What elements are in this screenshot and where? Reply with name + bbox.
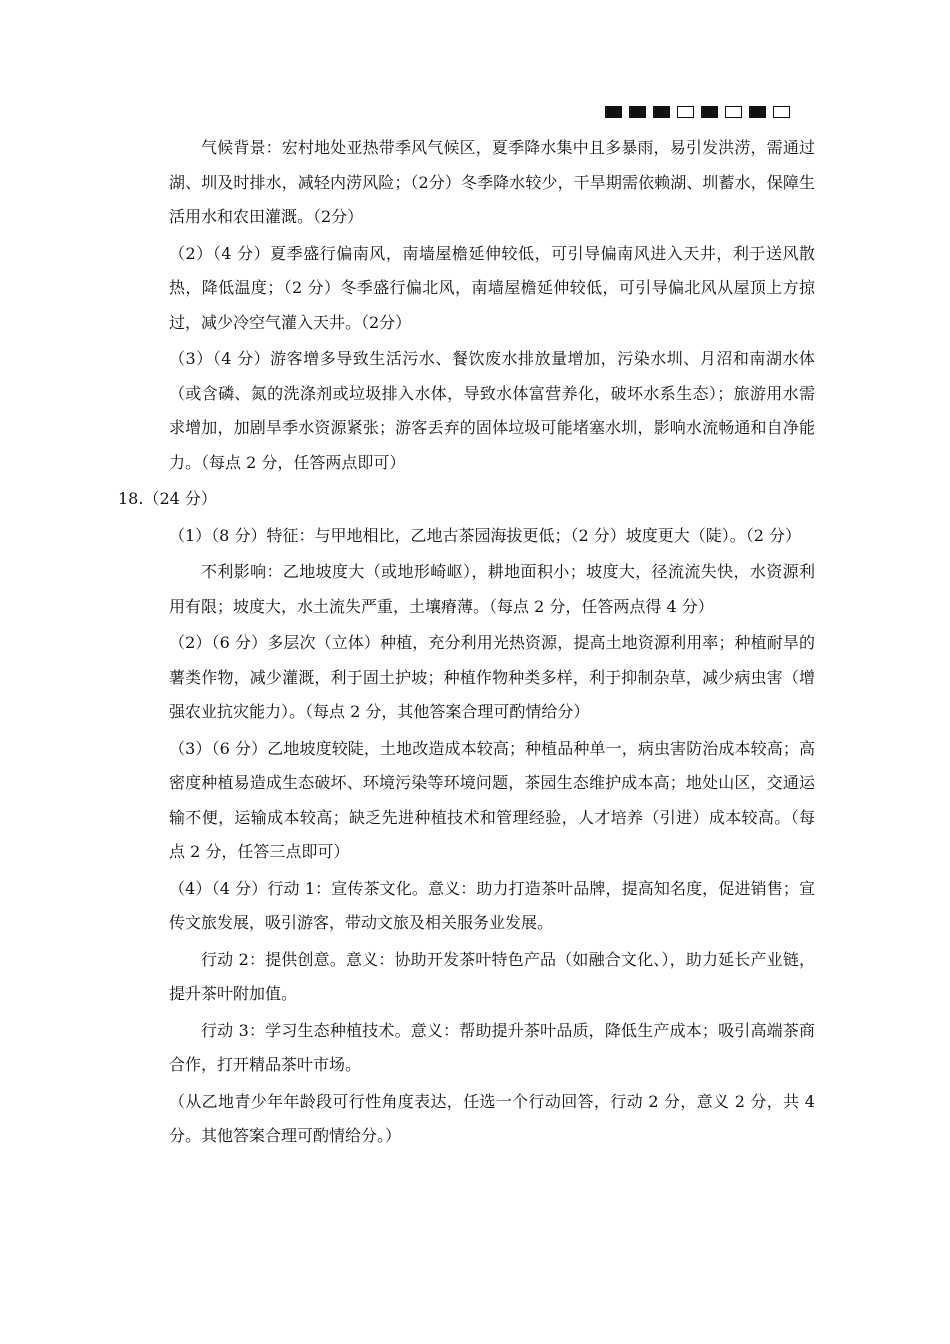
q18-part1-impact: 不利影响：乙地坡度大（或地形崎岖），耕地面积小；坡度大，径流流失快，水资源利用有限；坡度大，水土流失严重，土壤瘠薄。（每点 2 分，任答两点得 4 分） bbox=[169, 562, 815, 616]
q17-part2-answer: （2）（4 分）夏季盛行偏南风，南墙屋檐延伸较低，可引导偏南风进入天井，利于送风散热，降低温度；（2 分）冬季盛行偏北风，南墙屋檐延伸较低，可引导偏北风从屋顶上方掠过，减少冷空气灌入天井。（2分） bbox=[169, 243, 815, 332]
header-mark bbox=[749, 106, 766, 118]
header-block-marks bbox=[605, 104, 790, 120]
header-mark bbox=[773, 106, 790, 118]
q18-part3-answer: （3）（6 分）乙地坡度较陡，土地改造成本较高；种植品种单一，病虫害防治成本较高；高密度种植易造成生态破坏、环境污染等环境问题，茶园生态维护成本高；地处山区，交通运输不便，运输成本较高；缺乏先进种植技术和管理经验，人才培养（引进）成本较高。（每点 2 分，任答三点即可） bbox=[169, 738, 815, 861]
header-mark bbox=[653, 106, 670, 118]
q18-part4-note: （从乙地青少年年龄段可行性角度表达，任选一个行动回答，行动 2 分，意义 2 分，共 4 分。其他答案合理可酌情给分。） bbox=[169, 1091, 815, 1145]
q18-header: 18.（24 分） bbox=[118, 489, 217, 508]
q18-part4-action3: 行动 3：学习生态种植技术。意义：帮助提升茶叶品质，降低生产成本；吸引高端茶商合作，打开精品茶叶市场。 bbox=[169, 1020, 815, 1074]
q17-climate-paragraph: 气候背景：宏村地处亚热带季风气候区，夏季降水集中且多暴雨，易引发洪涝，需通过湖、圳及时排水，减轻内涝风险；（2分）冬季降水较少，干旱期需依赖湖、圳蓄水，保障生活用水和农田灌溉。（2分） bbox=[169, 138, 815, 226]
answer-content bbox=[118, 131, 815, 1156]
header-mark bbox=[677, 106, 694, 118]
header-mark bbox=[725, 106, 742, 118]
q17-part3-answer: （3）（4 分）游客增多导致生活污水、餐饮废水排放量增加，污染水圳、月沼和南湖水体（或含磷、氮的洗涤剂或垃圾排入水体，导致水体富营养化，破坏水系生态）；旅游用水需求增加，加剧旱季水资源紧张；游客丢弃的固体垃圾可能堵塞水圳，影响水流畅通和自净能力。（每点 2 分，任答两点即可） bbox=[169, 349, 815, 472]
q18-part2-answer: （2）（6 分）多层次（立体）种植，充分利用光热资源，提高土地资源利用率；种植耐旱的薯类作物，减少灌溉，利于固土护坡；种植作物种类多样，利于抑制杂草，减少病虫害（增强农业抗灾能力）。（每点 2 分，其他答案合理可酌情给分） bbox=[169, 633, 815, 721]
header-mark bbox=[701, 106, 718, 118]
q18-part4-action2: 行动 2：提供创意。意义：协助开发茶叶特色产品（如融合文化、），助力延长产业链，提升茶叶附加值。 bbox=[169, 949, 815, 1003]
q18-part4-answer: （4）（4 分）行动 1：宣传茶文化。意义：助力打造茶叶品牌，提高知名度，促进销售；宣传文旅发展，吸引游客，带动文旅及相关服务业发展。 bbox=[169, 878, 815, 932]
header-mark bbox=[605, 106, 622, 118]
q18-part1-answer: （1）（8 分）特征：与甲地相比，乙地古茶园海拔更低；（2 分）坡度更大（陡）。（2 分） bbox=[169, 525, 801, 545]
q18-header-line bbox=[118, 482, 815, 517]
header-mark bbox=[629, 106, 646, 118]
